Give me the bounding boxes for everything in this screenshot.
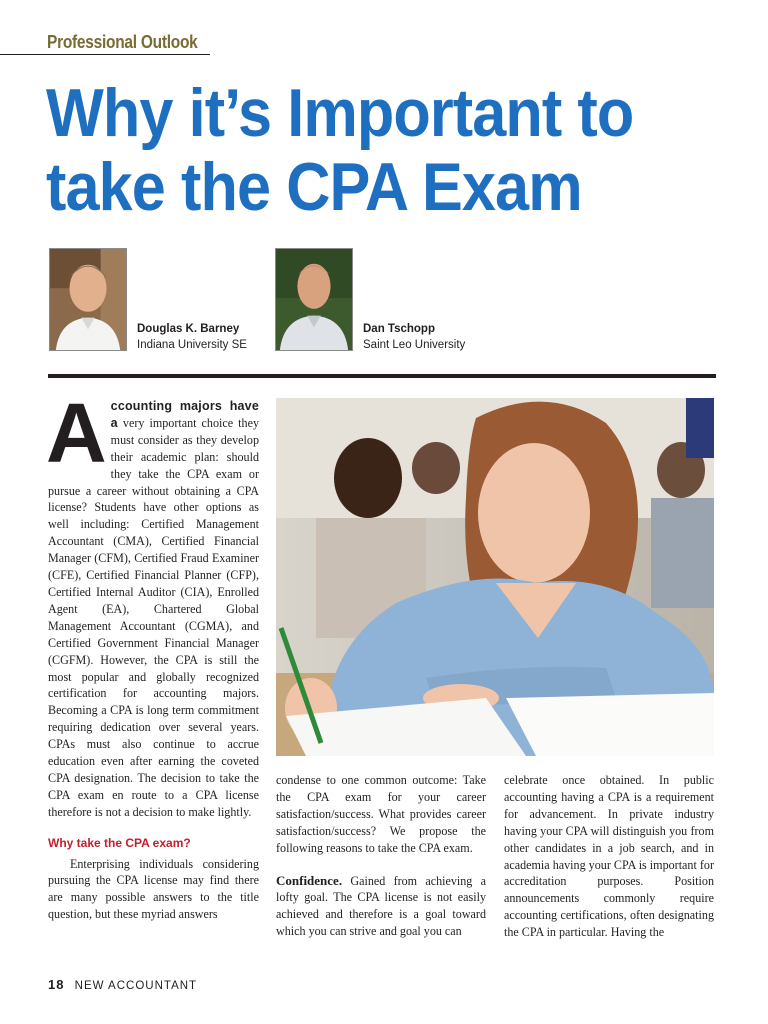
page-footer xyxy=(48,977,197,992)
author-photo-barney xyxy=(49,248,127,351)
section-label-text: Professional Outlook xyxy=(47,32,198,52)
body-paragraph: Enterprising individuals considering pursuing the CPA license may find there are many possible answers to the title question, but these myriad answers xyxy=(48,856,259,922)
confidence-text: Gained from achieving a lofty goal. The CPA license is not easily achieved and therefore is a goal toward which you can strive and goal you can xyxy=(276,873,486,939)
author-affiliation: Indiana University SE xyxy=(137,339,247,351)
headline-line-2: take the CPA Exam xyxy=(46,149,582,225)
headline-line-1: Why it’s Important to xyxy=(46,75,634,151)
publication-name: NEW ACCOUNTANT xyxy=(74,980,198,992)
author-affiliation: Saint Leo University xyxy=(363,339,466,351)
article-headline xyxy=(46,76,676,224)
intro-text: very important choice they must consider as they develop their academic plan: should they take the CPA exam or pursue a career without obtaining a CPA license? Students have other options as well including: Certified Management Accountant (CMA), Certified Financial Manager (CFM), Certified Fraud Examiner (CFE), Certified Financial Planner (CFP), Certified Internal Auditor (CIA), Enrolled Agent (EA), Chartered Global Management Accountant (CGMA), and Certified Government Financial Manager (CGFM). However, the CPA is still the most popular and globally recognized certification for accounting majors. Becoming a CPA is long term commitment requiring dedication over several years. CPAs must also continue to accrue education even after earning the coveted CPA designation. The decision to take the CPA exam en route to a CPA license therefore is not a decision to make lightly. xyxy=(48,415,259,819)
run-in-heading: Confidence. xyxy=(276,872,343,888)
article-column-3 xyxy=(504,772,714,941)
body-paragraph: celebrate once obtained. In public accounting having a CPA is a requirement for advancement. In private industry having your CPA will distinguish you from other candidates in a job search, and in academia having your CPA is important for accreditation purposes. Position announcements commonly require accounting certifications, often designating the CPA in particular. Having the xyxy=(504,773,714,940)
drop-cap: A xyxy=(46,386,107,480)
page-number: 18 xyxy=(48,977,65,992)
subhead: Why take the CPA exam? xyxy=(48,835,191,850)
body-paragraph: condense to one common outcome: Take the CPA exam for your career satisfaction/success. What provides career satisfaction/success? We propose the following reasons to take the CPA exam. xyxy=(276,773,486,855)
author-name: Dan Tschopp xyxy=(363,323,435,335)
lead-in: ccounting majors have a xyxy=(110,399,259,430)
confidence-paragraph xyxy=(276,873,486,941)
section-label xyxy=(0,32,210,55)
header-divider xyxy=(48,374,716,378)
student-exam-photo xyxy=(276,398,714,756)
author-info-2 xyxy=(363,321,465,353)
author-photo-tschopp xyxy=(275,248,353,351)
article-column-1 xyxy=(46,386,259,923)
author-info-1 xyxy=(137,321,247,353)
article-column-2 xyxy=(276,772,486,940)
author-name: Douglas K. Barney xyxy=(137,323,240,335)
intro-paragraph xyxy=(46,386,259,821)
